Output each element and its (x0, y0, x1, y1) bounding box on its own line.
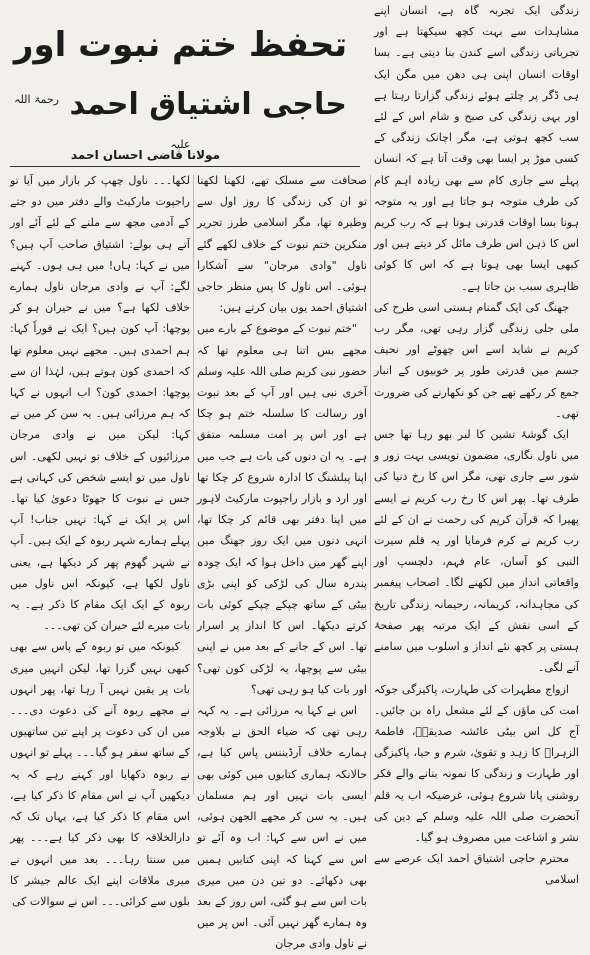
paragraph: جھنگ کی ایک گمنام ہستی اسی طرح کی ملی جلی زندگی گزار رہی تھی، مگر رب کریم نے شاید اسے اس چھوٹے اور نحیف جسم میں قدرتی طور پر خوبیوں کے انبار جمع کر رکھے تھے جن کو نکھارنے کی ضرورت تھی۔ (374, 300, 579, 420)
paragraph: ایک گوشۂ نشین کا لبر بھو رہا تھا جس میں ناول نگاری، مضمون نویسی بہت زور و شور سے جاری تھی، مگر اس کا رخ دنیا کی طرف تھا۔ پھر اس کا رخ رب کریم نے ایسے پھیرا کہ قرآن کریم کی رحمت نے ان کے لئے رب کریم نے کرم فرمایا اور یہ قلم سیرت النبی کو آسان، عام فہم، دلچسپ اور واقعاتی انداز میں لکھنے لگا۔ اصحاب پیغمبر کی مجاہدانہ، کریمانہ، رحیمانہ زندگی تاریخ کے اسی نقش کے ایک مرتبہ پھر صفحۂ ہستی پر کچھ نئے انداز و اسلوب میں سامنے آنے لگی۔ (374, 428, 579, 675)
column-divider (193, 175, 194, 795)
paragraph: "ختم نبوت کے موضوع کے بارے میں مجھے بس اتنا ہی معلوم تھا کہ حضور نبی کریم صلی اللہ علیہ وسلم آخری نبی ہیں اور آپ کے بعد نبوت اور رسالت کا سلسلہ ختم ہو چکا ہے اور اس پر امت مسلمہ متفق ہے۔ یہ ان دنوں کی بات ہے جب میں اپنا پبلشنگ کا ادارہ شروع کر چکا تھا اور ارد و بازار راجپوت مارکیٹ لاہور میں اپنا دفتر بھی قائم کر چکا تھا، انہی دنوں میں ایک روز جھنگ میں اپنے گھر میں داخل ہوا کہ ایک چودہ پندرہ سال کی لڑکی کو اپنی بڑی بیٹی کے ساتھ چپکے چپکے کوئی بات کرتے دیکھا۔ اس کا انداز پر اسرار تھا۔ اس کے جانے کے بعد میں نے اپنی بیٹی سے پوچھا، یہ لڑکی کون تھی؟ اور بات کیا ہو رہی تھی؟ (197, 322, 367, 696)
headline-line-1: تحفظ ختم نبوت اور (13, 25, 348, 65)
column-divider (370, 175, 371, 795)
paragraph: صحافت سے مسلک تھے، لکھنا لکھنا تو ان کی زندگی کا روز اول سے وطیرہ تھا، مگر اسلامی طرز تحریر منکرین ختم نبوت کے خلاف لکھے گئے ناول "وادی مرجان" سے آشکارا ہوئی۔ اس ناول کا پس منظر حاجی اشتیاق احمد یوں بیان کرتے ہیں: (197, 174, 367, 315)
paragraph: ازواج مطہرات کی طہارت، پاکیزگی جوکہ امت کی ماؤں کے لئے مشعل راہ بن جائیں۔ آج کل اس بیٹی عائشہ صدیقہؓ، فاطمۃ الزہراؓ کا زہد و تقویٰ، شرم و حیا، پاکیزگی اور طہارت و زندگی کا نمونہ بنانے والے فکر روشنی پانا شروع ہوئی، غرضیکہ اب یہ قلم آنحضرت صلی اللہ علیہ وسلم کے دین کی نشر و اشاعت میں مصروف ہو گیا۔ (374, 682, 579, 844)
paragraph: لکھا۔۔۔ ناول چھپ کر بازار میں آیا تو راجپوت مارکیٹ والے دفتر میں دو جتے کے آدمی مجھ سے ملنے کے لئے آئے اور آتے ہی بولے: اشتیاق صاحب آپ ہیں؟ میں نے کہا: ہاں! میں ہی ہوں۔ کہنے لگے: آپ نے وادی مرجان ناول ہمارے خلاف لکھا ہے؟ میں نے حیران ہو کر پوچھا: آپ کون ہیں؟ ایک نے فوراً کہا: ہم احمدی ہیں۔ مجھے نہیں معلوم تھا کہ احمدی کون ہوتے ہیں، لہٰذا ان سے پوچھا: احمدی کون؟ اب انہوں نے کہا کہ ہم مرزائی ہیں۔ یہ سن کر میں نے کہا: لیکن میں نے وادی مرجان مرزائیوں کے خلاف تو نہیں لکھی۔ اس ناول میں تو ایسے شخص کی کہانی ہے جس نے نبوت کا جھوٹا دعویٰ کیا تھا۔ اس پر ایک نے کہا: نہیں جناب! آپ پہلے ہمارے شہر ربوہ کے ایک ہیں۔ آپ نے شہر گھوم پھر کر دیکھا ہے، یعنی ناول لکھا ہے، کیونکہ اس ناول میں ربوہ کے ایک ایک مقام کا ذکر ہے۔ یہ بات میرے لئے حیران کن تھی۔۔۔ (10, 174, 190, 633)
headline-name: حاجی اشتیاق احمد (69, 87, 347, 122)
headline-rule (10, 166, 360, 167)
article-headline (8, 24, 353, 151)
column-middle (197, 170, 367, 951)
paragraph: زندگی ایک تجربہ گاہ ہے، انسان اپنے مشاہدات سے بہت کچھ سیکھتا ہے اور تجرباتی زندگی اسے کندن بنا دیتی ہے۔ بسا اوقات انسان اپنی ہی دھن میں مگن ایک ہی ڈگر پر چلتے ہوئے زندگی گزارتا رہتا ہے اور یہی زندگی کی صبح و شام اس کے لئے سب کچھ ہوتی ہے، مگر اچانک زندگی کے کسی موڑ پر ایسا بھی وقت آتا ہے کہ انسان پہلے سے جاری کام سے بھی زیادہ اہم کام کی طرف متوجہ ہو جاتا ہے اور یہ متوجہ ہونا بسا اوقات قدرتی ہوتا ہے کہ رب کریم اس کا ذہن اس طرف مائل کر دیتے ہیں اور کبھی ایسا بھی ہوتا ہے کہ اس کا کوئی ظاہری سبب بن جاتا ہے۔ (374, 4, 579, 293)
paragraph: کیونکہ میں تو ربوہ کے پاس سے بھی کبھی نہیں گزرا تھا، لیکن انہیں میری بات پر یقین نہیں آ رہا تھا، پھر انہوں نے مجھے ربوہ آنے کی دعوت دی۔۔۔ میں ان کی دعوت پر اپنے تین ساتھیوں کے ساتھ سفر ہو گیا۔۔۔ پہلے تو انہوں نے ربوہ دکھایا اور کہنے رہے کہ یہ دیکھیں آپ نے اس مقام کا ذکر کیا ہے، اس مقام کا ذکر کیا ہے، یہاں تک کہ دارالخلافہ کا بھی ذکر کیا ہے۔۔۔ پھر میں سنتا رہا۔۔۔ بعد میں انہوں نے میری ملاقات اپنے ایک عالم جیشر کا بلوں سے کرائی۔۔۔ اس نے سوالات کی (10, 640, 190, 908)
paragraph: اس نے کہا یہ مرزائی ہے۔ یہ کہہ رہی تھی کہ ضیاء الحق نے بلاوجہ ہمارے خلاف آرڈیننس پاس کیا ہے، حالانکہ ہماری کتابوں میں کوئی بھی ایسی بات نہیں اور ہم مسلمان ہیں۔ یہ سن کر مجھے الجھن ہوئی، میں نے اس سے کہا: اب وہ آئے تو اس سے کہنا کہ اپنی کتابیں ہمیں بھی دکھائے۔ دو تین دن میں میری بات اس سے ہو گئی، اس روز کے بعد وہ ہمارے گھر نہیں آئی۔ اس پر میں نے ناول وادی مرجان (197, 704, 367, 951)
column-left (10, 170, 190, 908)
paragraph: محترم حاجی اشتیاق احمد ایک عرصے سے اسلامی (374, 852, 579, 887)
author-byline: مولانا قاضی احسان احمد (71, 148, 220, 162)
headline-honorific: رحمۃ اللہ علیہ (14, 93, 191, 151)
column-right (374, 0, 579, 887)
